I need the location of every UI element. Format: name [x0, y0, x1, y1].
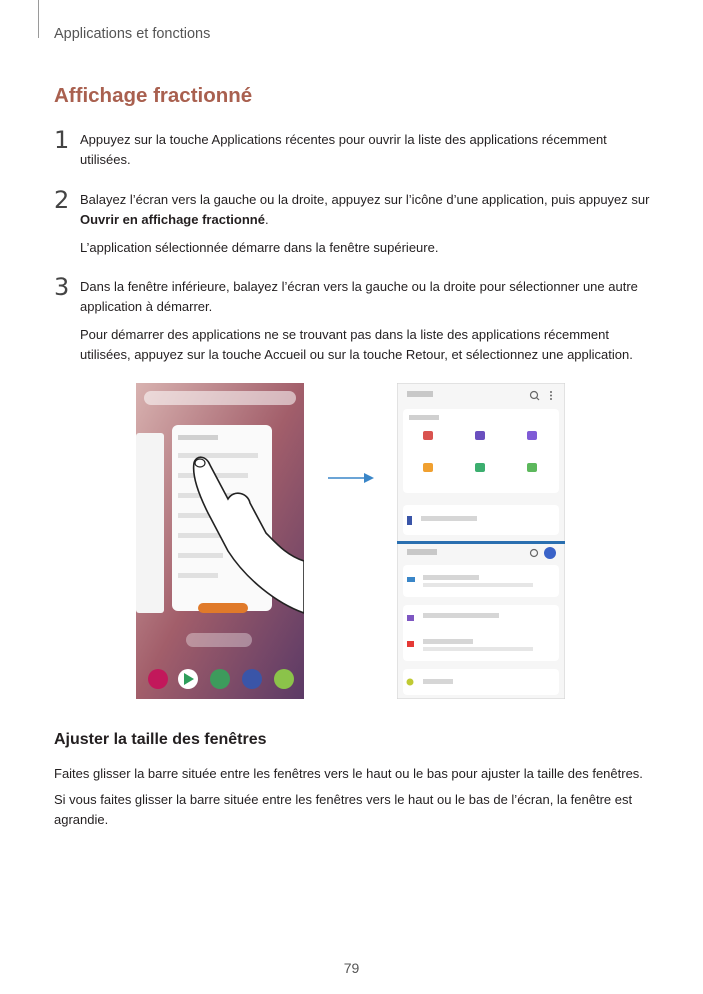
step-note: Pour démarrer des applications ne se trouvant pas dans la liste des applications récemment utilisées, appuyez sur la touche Accueil ou sur la touche Retour, et sélectionnez une application. [80, 327, 633, 362]
step-number: 3 [54, 273, 70, 301]
page-number: 79 [343, 960, 360, 976]
step-text: Dans la fenêtre inférieure, balayez l’écran vers la gauche ou la droite pour sélectionner une autre application à démarrer. [80, 279, 638, 314]
recent-apps-illustration [136, 383, 304, 699]
section-title: Affichage fractionné [54, 84, 253, 107]
step-3 [54, 273, 654, 373]
subsection-title: Ajuster la taille des fenêtres [54, 731, 267, 748]
paragraph: Faites glisser la barre située entre les fenêtres vers le haut ou le bas pour ajuster la taille des fenêtres. [54, 766, 643, 781]
step-text: Appuyez sur la touche Applications récentes pour ouvrir la liste des applications récemment utilisées. [80, 132, 607, 167]
step-number: 2 [54, 186, 70, 214]
arrow-right-icon [328, 471, 374, 485]
corner-mark [38, 0, 39, 38]
step-bold-label: Ouvrir en affichage fractionné [80, 212, 265, 227]
step-number: 1 [54, 126, 70, 154]
step-text [80, 190, 654, 230]
step-text-part: Balayez l’écran vers la gauche ou la droite, appuyez sur l’icône d’une application, puis appuyez sur [80, 192, 650, 207]
split-screen-illustration [397, 383, 565, 699]
paragraph: Si vous faites glisser la barre située entre les fenêtres vers le haut ou le bas de l’écran, la fenêtre est agrandie. [54, 792, 633, 827]
step-1 [54, 126, 654, 178]
step-2 [54, 186, 654, 266]
step-note: L’application sélectionnée démarre dans la fenêtre supérieure. [80, 240, 439, 255]
page-header: Applications et fonctions [54, 26, 211, 42]
step-text-end: . [264, 212, 269, 227]
